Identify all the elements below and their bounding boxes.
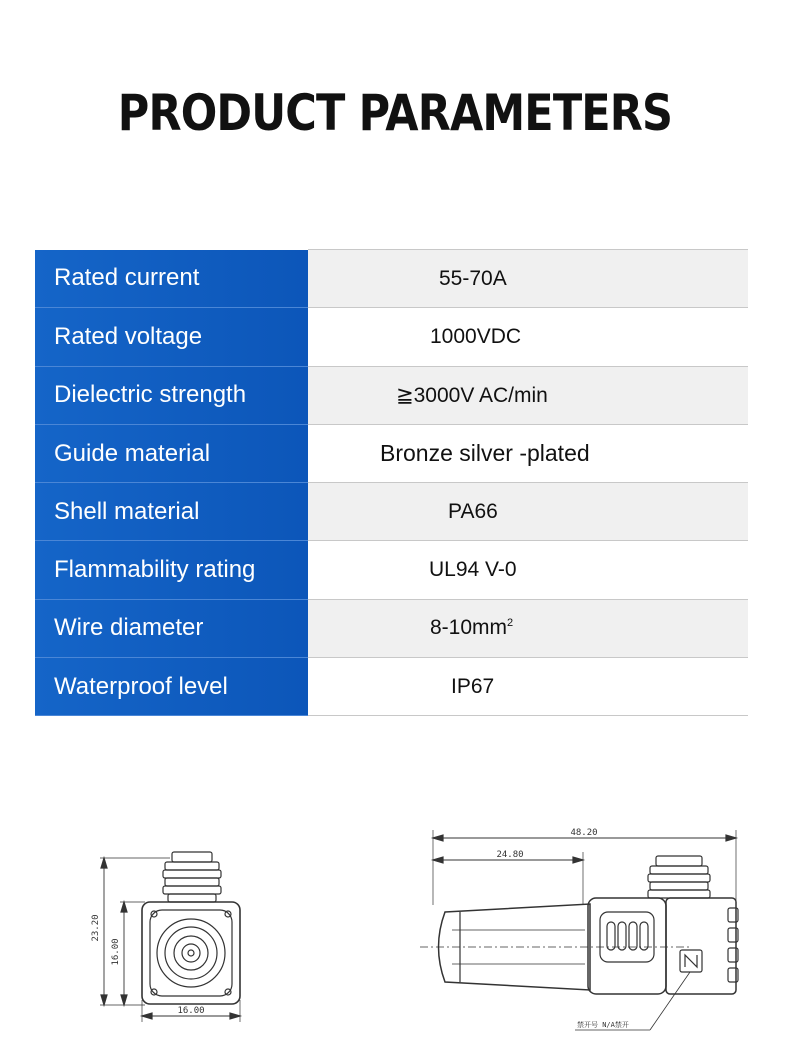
param-label: Dielectric strength [35, 366, 308, 424]
table-row [35, 483, 748, 541]
param-value: $8-10mm^2$ [430, 616, 514, 640]
side-view-drawing [420, 830, 738, 1030]
dim-height-inner: 16.00 [111, 938, 121, 966]
param-label: Rated current [35, 250, 308, 308]
dim-partial-length: 24.80 [496, 850, 524, 860]
front-view-dimensions [91, 914, 205, 1016]
param-value: UL94 V-0 [429, 558, 517, 582]
param-value-cell [308, 483, 748, 541]
param-label: Rated voltage [35, 308, 308, 366]
param-value-cell [308, 541, 748, 599]
param-label: Flammability rating [35, 541, 308, 599]
table-row [35, 366, 748, 424]
table-row [35, 424, 748, 482]
param-value-cell [308, 308, 748, 366]
param-label: Wire diameter [35, 599, 308, 657]
param-value: PA66 [448, 499, 498, 523]
param-label: Shell material [35, 483, 308, 541]
parameters-table [35, 249, 748, 716]
param-value: IP67 [451, 674, 495, 698]
table-row [35, 599, 748, 657]
param-value: ≧3000V AC/min [396, 383, 548, 407]
param-value-cell [308, 599, 748, 657]
param-value: 55-70A [439, 266, 507, 290]
dim-width: 16.00 [177, 1006, 205, 1016]
dim-height-outer: 23.20 [91, 914, 101, 942]
technical-drawing [0, 800, 790, 1053]
dim-total-length: 48.20 [570, 828, 598, 838]
page-title: PRODUCT PARAMETERS [117, 84, 673, 142]
side-view-dimensions [496, 828, 628, 1029]
param-value-cell [308, 366, 748, 424]
front-view-drawing [100, 852, 240, 1022]
param-value: Bronze silver -plated [380, 440, 590, 467]
param-label: Waterproof level [35, 658, 308, 716]
table-row [35, 250, 748, 308]
param-value-cell [308, 250, 748, 308]
param-value: 1000VDC [430, 324, 522, 348]
table-row [35, 308, 748, 366]
param-value-cell [308, 658, 748, 716]
param-value-cell [308, 424, 748, 482]
table-row [35, 541, 748, 599]
drawing-note: 禁开号 N/A禁开 [577, 1021, 629, 1029]
table-row [35, 658, 748, 716]
param-label: Guide material [35, 424, 308, 482]
